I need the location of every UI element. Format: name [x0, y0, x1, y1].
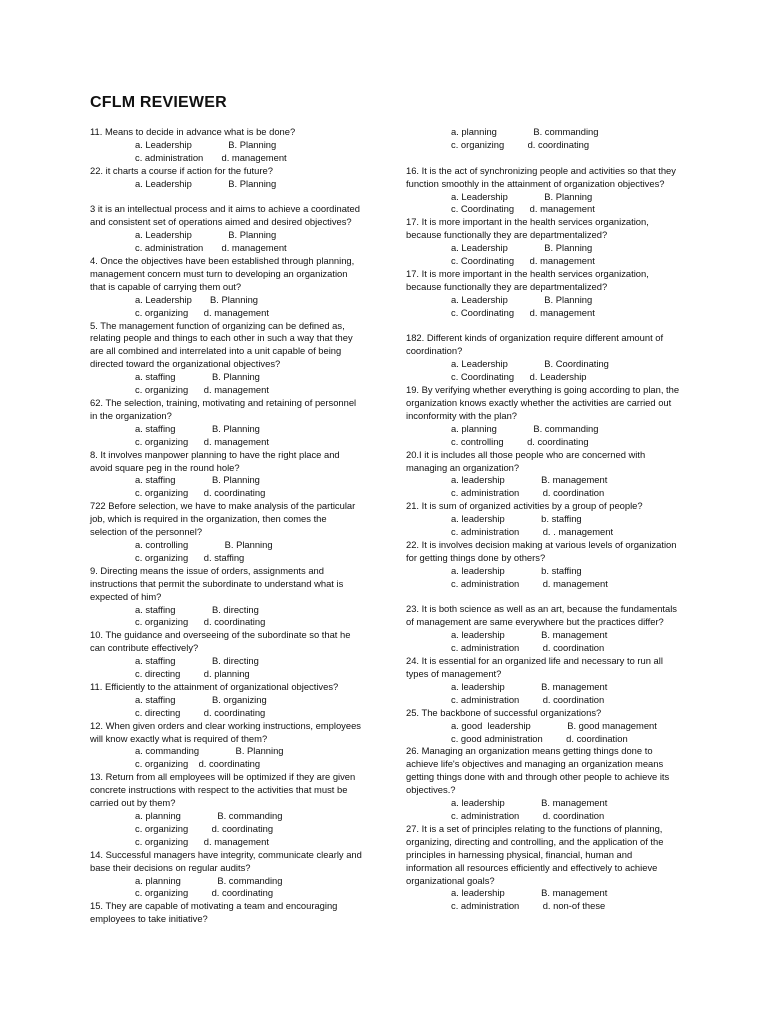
- question-block: [90, 629, 370, 681]
- question-text-line: carried out by them?: [90, 797, 176, 809]
- left-column: [90, 126, 370, 926]
- question-text-line: for getting things done by others?: [406, 551, 546, 563]
- question-text-line: 182. Different kinds of organization require different amount of: [406, 332, 664, 344]
- answer-options-line: a. good leadership B. good management: [451, 719, 657, 731]
- answer-options-line: c. administration d. coordination: [451, 809, 605, 821]
- answer-options-line: a. staffing B. directing: [135, 655, 259, 667]
- answer-options-line: c. organizing d. staffing: [135, 551, 245, 563]
- question-text-line: managing an organization?: [406, 461, 520, 473]
- question-block: [406, 384, 696, 449]
- answer-options-line: a. staffing B. Planning: [135, 371, 260, 383]
- answer-options-line: c. administration d. management: [451, 577, 608, 589]
- question-text-line: 8. It involves manpower planning to have the right place and: [90, 448, 340, 460]
- answer-options-line: c. Coordinating d. Leadership: [451, 371, 587, 383]
- answer-options-line: a. leadership b. staffing: [451, 513, 582, 525]
- question-text-line: concrete instructions with respect to the activities that must be: [90, 784, 348, 796]
- question-text-line: objectives.?: [406, 784, 456, 796]
- question-block: [90, 500, 370, 565]
- answer-options-line: a. Leadership B. Planning: [135, 177, 277, 189]
- document-title: CFLM REVIEWER: [90, 94, 227, 111]
- question-block: [90, 165, 370, 191]
- question-text-line: getting things done with and through other people to achieve its: [406, 771, 670, 783]
- question-block: [406, 500, 696, 539]
- question-text-line: 19. By verifying whether everything is going according to plan, the: [406, 384, 680, 396]
- answer-options-line: c. organizing d. coordinating: [451, 138, 590, 150]
- question-text-line: inconformity with the plan?: [406, 409, 517, 421]
- answer-options-line: a. leadership B. management: [451, 680, 608, 692]
- question-block: [406, 707, 696, 746]
- answer-options-line: c. organizing d. management: [135, 384, 269, 396]
- question-block: [90, 255, 370, 320]
- answer-options-line: a. Leadership B. Planning: [135, 229, 277, 241]
- answer-options-line: c. organizing d. coordinating: [135, 487, 266, 499]
- answer-options-line: c. administration d. management: [135, 242, 287, 254]
- question-block: [406, 449, 696, 501]
- question-text-line: avoid square peg in the round hole?: [90, 461, 240, 473]
- question-text-line: relating people and things to each other in such a way that they: [90, 332, 353, 344]
- question-text-line: because functionally they are departmentalized?: [406, 229, 608, 241]
- answer-options-line: c. administration d. non-of these: [451, 900, 606, 912]
- answer-options-line: a. Leadership B. Planning: [451, 293, 593, 305]
- question-text-line: 21. It is sum of organized activities by a group of people?: [406, 500, 643, 512]
- question-text-line: 22. it charts a course if action for the future?: [90, 164, 273, 176]
- answer-options-line: c. organizing d. management: [135, 435, 269, 447]
- question-text-line: 17. It is more important in the health services organization,: [406, 216, 649, 228]
- answer-options-line: c. organizing d. management: [135, 835, 269, 847]
- question-text-line: expected of him?: [90, 590, 162, 602]
- question-block: [406, 268, 696, 320]
- answer-options-line: c. organizing d. coordinating: [135, 758, 261, 770]
- answer-options-line: c. good administration d. coordination: [451, 732, 628, 744]
- question-block: [406, 603, 696, 655]
- blank-line: [406, 591, 696, 604]
- question-text-line: 10. The guidance and overseeing of the subordinate so that he: [90, 629, 351, 641]
- question-block: [406, 655, 696, 707]
- question-text-line: 26. Managing an organization means getting things done to: [406, 745, 653, 757]
- answer-options-line: c. directing d. planning: [135, 668, 250, 680]
- answer-options-line: c. organizing d. management: [135, 306, 269, 318]
- question-text-line: 25. The backbone of successful organizations?: [406, 706, 602, 718]
- question-text-line: 13. Return from all employees will be optimized if they are given: [90, 771, 356, 783]
- question-text-line: in the organization?: [90, 409, 172, 421]
- question-text-line: principles in harnessing physical, financial, human and: [406, 848, 633, 860]
- answer-options-line: a. leadership B. management: [451, 474, 608, 486]
- question-text-line: management concern must turn to developing an organization: [90, 267, 348, 279]
- answer-options-line: c. organizing d. coordinating: [135, 616, 266, 628]
- question-block: [90, 397, 370, 449]
- answer-options-line: a. controlling B. Planning: [135, 538, 273, 550]
- answer-options-line: a. leadership B. management: [451, 887, 608, 899]
- question-text-line: achieve life's objectives and managing an organization means: [406, 758, 664, 770]
- answer-options-line: c. Coordinating d. management: [451, 255, 595, 267]
- question-block: [406, 216, 696, 268]
- answer-options-line: c. administration d. coordination: [451, 642, 605, 654]
- question-block: [90, 900, 370, 926]
- question-text-line: function smoothly in the attainment of organization objectives?: [406, 177, 665, 189]
- question-text-line: 24. It is essential for an organized life and necessary to run all: [406, 655, 663, 667]
- question-text-line: organization knows exactly whether the activities are carried out: [406, 397, 672, 408]
- answer-options-line: c. Coordinating d. management: [451, 306, 595, 318]
- answer-options-line: a. planning B. commanding: [135, 874, 283, 886]
- question-text-line: and consistent set of operations aimed and desired objectives?: [90, 216, 352, 228]
- answer-options-line: a. Leadership B. Planning: [135, 293, 258, 305]
- answer-options-line: c. administration d. coordination: [451, 693, 605, 705]
- question-text-line: 22. It is involves decision making at various levels of organization: [406, 538, 677, 550]
- question-block: [406, 332, 696, 384]
- question-block: [90, 681, 370, 720]
- question-text-line: 4. Once the objectives have been established through planning,: [90, 255, 355, 267]
- blank-line: [90, 191, 370, 204]
- question-text-line: 14. Successful managers have integrity, communicate clearly and: [90, 848, 362, 860]
- question-text-line: instructions that permit the subordinate to understand what is: [90, 577, 344, 589]
- question-text-line: employees to take initiative?: [90, 913, 208, 925]
- answer-options-line: a. staffing B. Planning: [135, 474, 260, 486]
- answer-options-line: a. planning B. commanding: [451, 126, 599, 137]
- question-text-line: selection of the personnel?: [90, 526, 203, 538]
- question-block: [90, 849, 370, 901]
- question-text-line: 23. It is both science as well as an art, because the fundamentals: [406, 603, 677, 615]
- question-text-line: organizing, directing and controlling, and the application of the: [406, 835, 664, 847]
- question-text-line: organizational goals?: [406, 874, 495, 886]
- question-block: [406, 823, 696, 913]
- question-block: [406, 126, 696, 152]
- answer-options-line: c. administration d. coordination: [451, 487, 605, 499]
- question-text-line: 62. The selection, training, motivating and retaining of personnel: [90, 397, 357, 409]
- question-text-line: will know exactly what is required of them?: [90, 732, 268, 744]
- answer-options-line: a. leadership B. management: [451, 797, 608, 809]
- question-text-line: directed toward the organizational objectives?: [90, 358, 281, 370]
- question-block: [90, 449, 370, 501]
- question-block: [90, 720, 370, 772]
- question-text-line: 12. When given orders and clear working instructions, employees: [90, 719, 361, 731]
- answer-options-line: a. Leadership B. Planning: [135, 138, 277, 150]
- answer-options-line: a. leadership B. management: [451, 629, 608, 641]
- answer-options-line: a. staffing B. directing: [135, 603, 259, 615]
- answer-options-line: c. administration d. . management: [451, 526, 614, 538]
- question-text-line: 5. The management function of organizing can be defined as,: [90, 319, 345, 331]
- question-block: [406, 165, 696, 217]
- question-text-line: types of management?: [406, 668, 502, 680]
- question-block: [90, 320, 370, 397]
- answer-options-line: a. Leadership B. Planning: [451, 190, 593, 202]
- answer-options-line: a. planning B. commanding: [135, 810, 283, 822]
- question-text-line: 27. It is a set of principles relating to the functions of planning,: [406, 822, 663, 834]
- question-text-line: 3 it is an intellectual process and it aims to achieve a coordinated: [90, 203, 360, 215]
- question-text-line: coordination?: [406, 345, 463, 357]
- answer-options-line: a. commanding B. Planning: [135, 745, 284, 757]
- question-text-line: that is capable of carrying them out?: [90, 280, 242, 292]
- question-block: [406, 539, 696, 591]
- answer-options-line: c. Coordinating d. management: [451, 203, 595, 215]
- answer-options-line: a. staffing B. organizing: [135, 693, 267, 705]
- answer-options-line: c. organizing d. coordinating: [135, 887, 274, 899]
- answer-options-line: a. Leadership B. Planning: [451, 242, 593, 254]
- question-text-line: are all combined and interrelated into a unit capable of being: [90, 345, 342, 357]
- answer-options-line: a. Leadership B. Coordinating: [451, 358, 609, 370]
- blank-line: [406, 320, 696, 333]
- question-block: [90, 771, 370, 848]
- question-text-line: because functionally they are departmentalized?: [406, 280, 608, 292]
- question-text-line: 722 Before selection, we have to make analysis of the particular: [90, 500, 356, 512]
- question-text-line: job, which is required in the organization, then comes the: [90, 513, 327, 525]
- question-text-line: 16. It is the act of synchronizing people and activities so that they: [406, 164, 676, 176]
- question-block: [90, 203, 370, 255]
- question-block: [90, 126, 370, 165]
- answer-options-line: a. planning B. commanding: [451, 422, 599, 434]
- question-text-line: base their decisions on regular audits?: [90, 861, 251, 873]
- question-text-line: 11. Efficiently to the attainment of organizational objectives?: [90, 680, 339, 692]
- question-block: [406, 745, 696, 822]
- question-text-line: 9. Directing means the issue of orders, assignments and: [90, 564, 324, 576]
- answer-options-line: a. leadership b. staffing: [451, 564, 582, 576]
- question-text-line: of management are same everywhere but the practices differ?: [406, 616, 664, 628]
- answer-options-line: c. controlling d. coordinating: [451, 435, 589, 447]
- answer-options-line: c. directing d. coordinating: [135, 706, 266, 718]
- question-text-line: 15. They are capable of motivating a team and encouraging: [90, 900, 338, 912]
- question-text-line: 11. Means to decide in advance what is be done?: [90, 126, 296, 137]
- blank-line: [406, 152, 696, 165]
- question-text-line: information all resources efficiently and effectively to achieve: [406, 861, 658, 873]
- answer-options-line: a. staffing B. Planning: [135, 422, 260, 434]
- question-text-line: 17. It is more important in the health services organization,: [406, 267, 649, 279]
- question-text-line: 20.I it is includes all those people who are concerned with: [406, 448, 646, 460]
- answer-options-line: c. organizing d. coordinating: [135, 822, 274, 834]
- question-text-line: can contribute effectively?: [90, 642, 199, 654]
- question-block: [90, 565, 370, 630]
- right-column: [406, 126, 696, 913]
- answer-options-line: c. administration d. management: [135, 151, 287, 163]
